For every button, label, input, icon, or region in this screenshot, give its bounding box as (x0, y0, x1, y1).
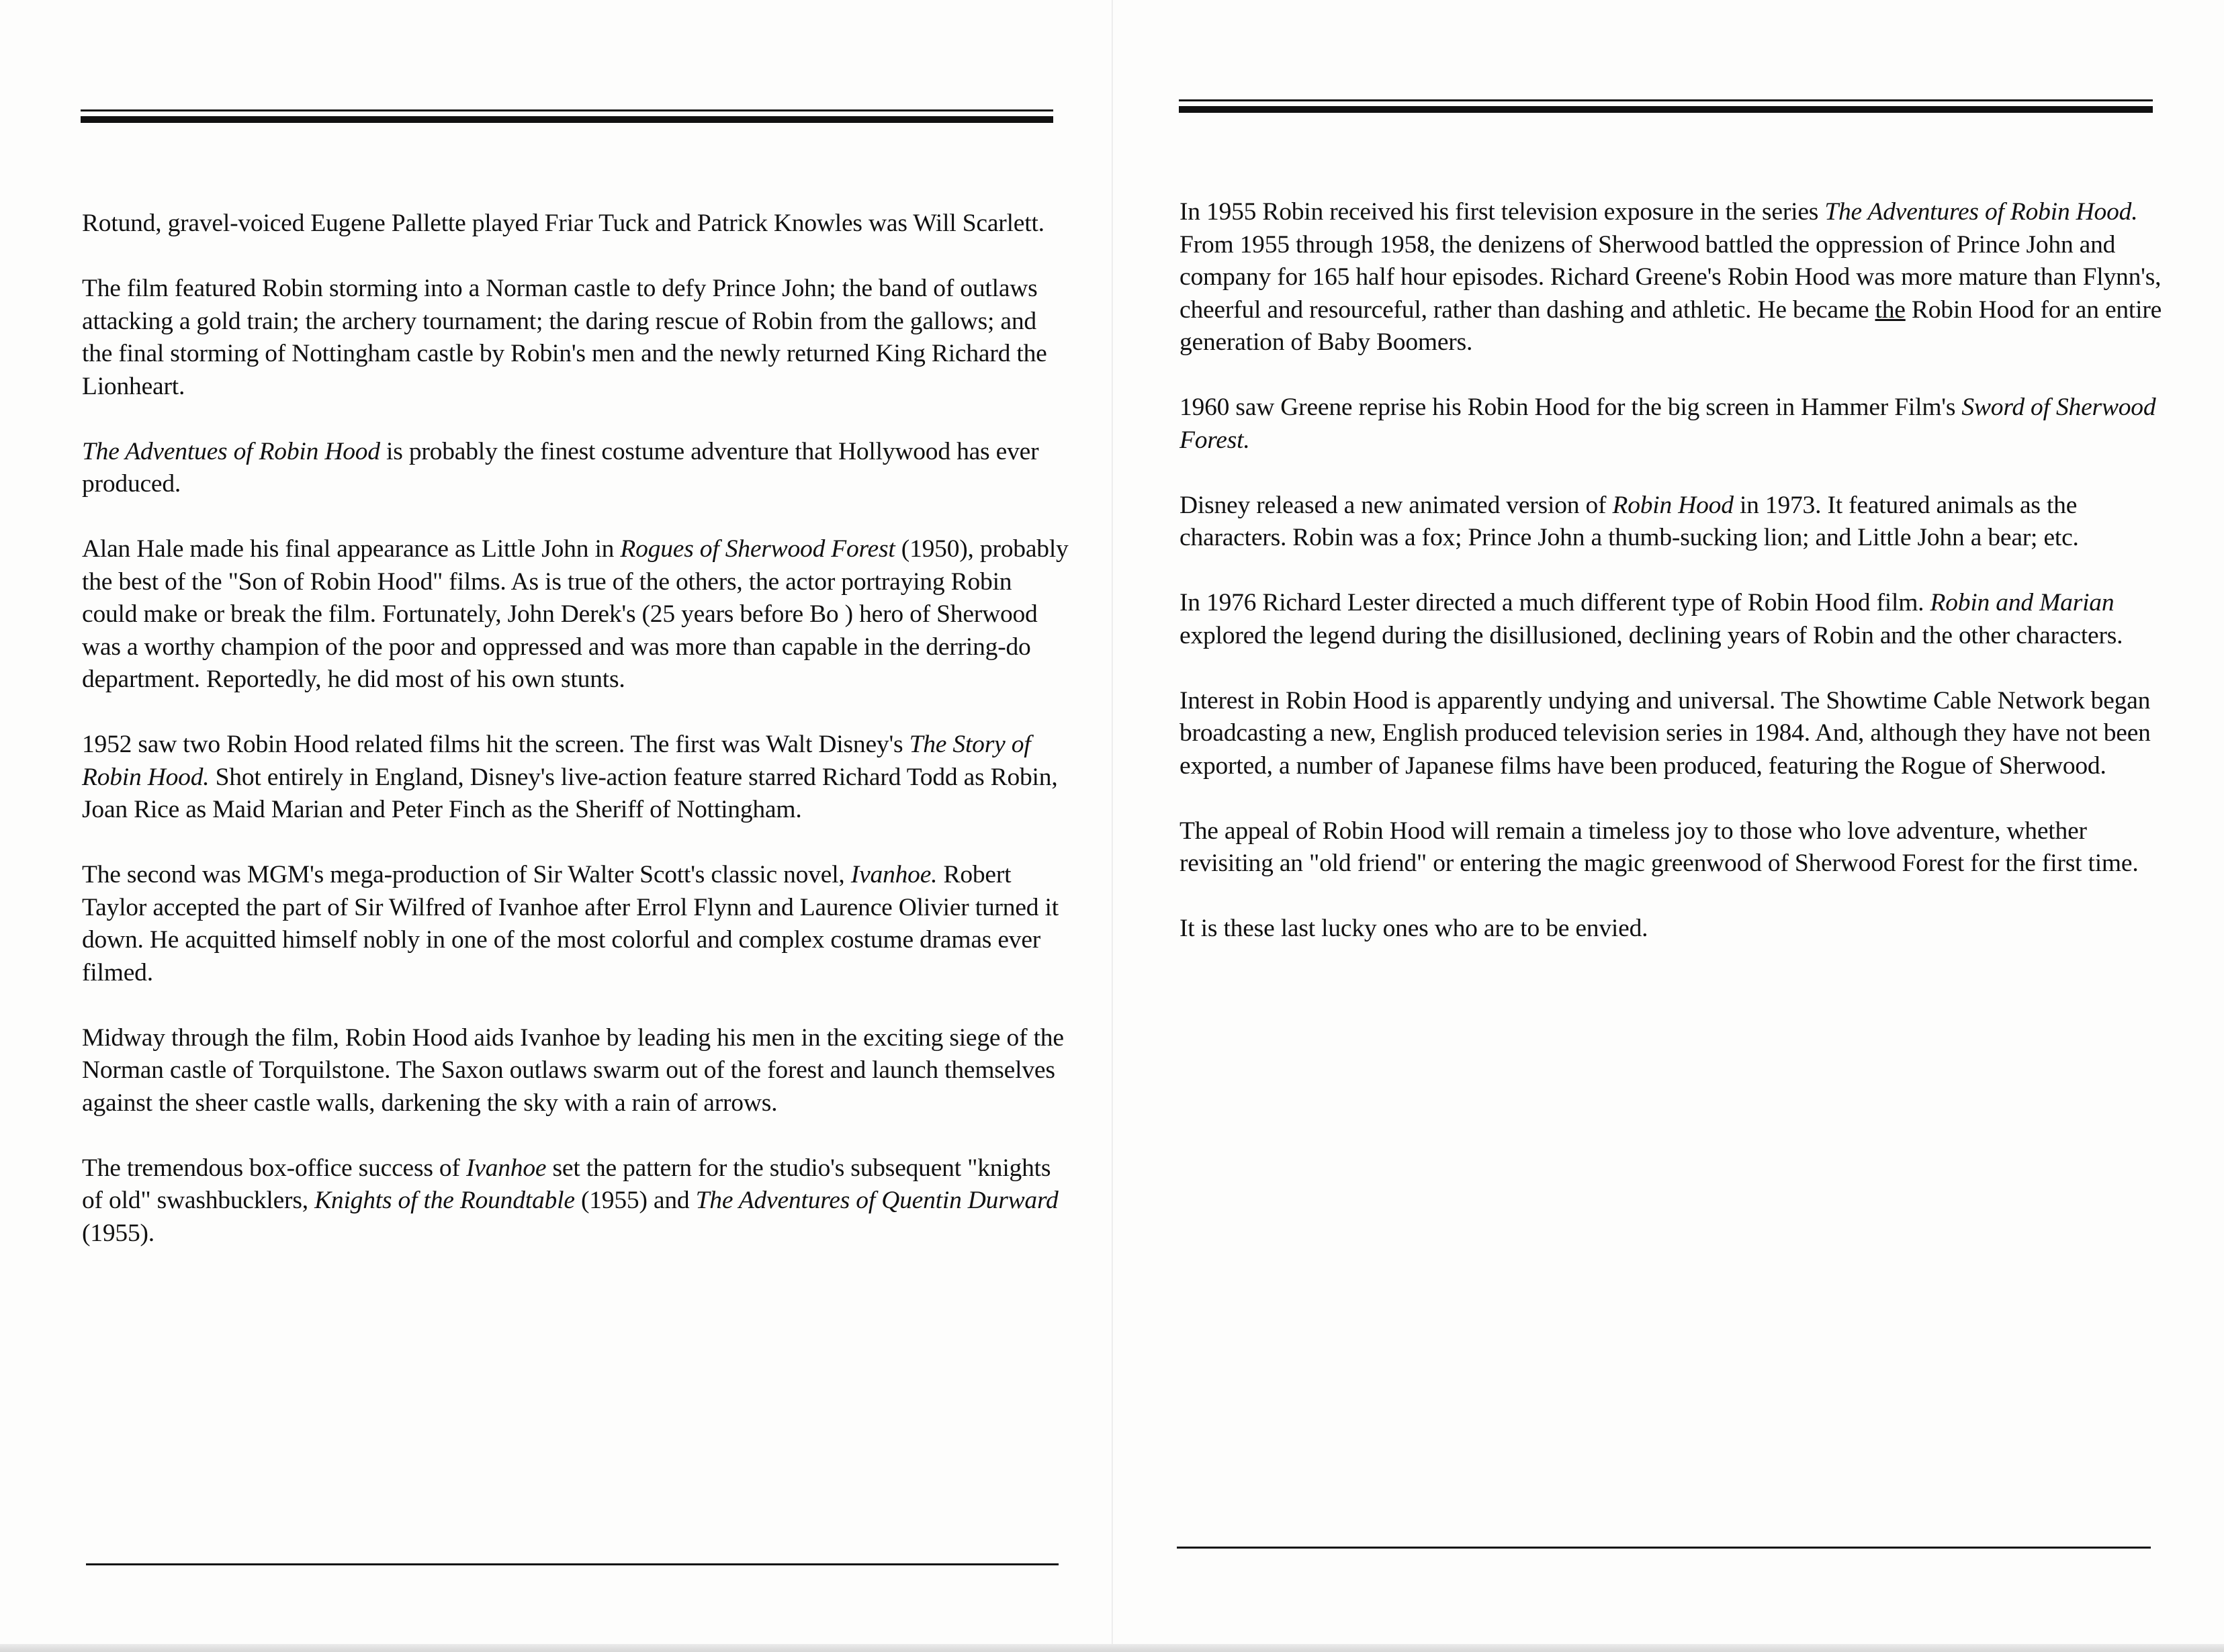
right-paragraph (1180, 587, 2167, 652)
right-bottom-rule (1177, 1547, 2151, 1549)
right-top-thick-rule (1179, 106, 2153, 113)
body-text: The second was MGM's mega-production of Sir Walter Scott's classic novel, (82, 861, 851, 888)
left-paragraph (82, 273, 1069, 403)
italic-title-text: Robin Hood (1612, 491, 1734, 519)
right-page-body (1180, 196, 2167, 978)
right-paragraph (1180, 913, 2167, 946)
left-paragraph (82, 208, 1069, 240)
body-text: Rotund, gravel-voiced Eugene Pallette played Friar Tuck and Patrick Knowles was Will Scarlett. (82, 210, 1044, 237)
body-text: 1960 saw Greene reprise his Robin Hood for the big screen in Hammer Film's (1180, 394, 1962, 421)
underlined-text: the (1875, 295, 1906, 324)
right-paragraph (1180, 815, 2167, 880)
right-paragraph (1180, 392, 2167, 457)
right-paragraph (1180, 490, 2167, 555)
body-text: Shot entirely in England, Disney's live-action feature starred Richard Todd as Robin, Joan Rice as Maid Marian and Peter Finch as the Sheriff of Nottingham. (82, 763, 1058, 823)
body-text: It is these last lucky ones who are to be envied. (1180, 915, 1648, 942)
left-page-body (82, 208, 1069, 1283)
body-text: (1950), probably the best of the "Son of Robin Hood" films. As is true of the others, the actor portraying Robin could make or break the film. Fortunately, John Derek's (25 years before Bo ) hero of Sherwood was a worthy champion of the poor and oppressed and was more than capable in the derring-do department. Reportedly, he did most of his own stunts. (82, 535, 1069, 693)
body-text: The appeal of Robin Hood will remain a timeless joy to those who love adventure, whether revisiting an "old friend" or entering the magic greenwood of Sherwood Forest for the first time. (1180, 817, 2139, 877)
body-text: From 1955 through 1958, the denizens of Sherwood battled the oppression of Prince John and company for 165 half hour episodes. Richard Greene's Robin Hood was more mature than Flynn's, cheerful and resourceful, rather than dashing and athletic. He became (1180, 230, 2162, 324)
italic-title-text: Sword of Sherwood Forest. (1180, 394, 2156, 454)
left-paragraph (82, 533, 1069, 696)
italic-title-text: Knights of the Roundtable (314, 1187, 575, 1214)
body-text: (1955) and (574, 1187, 696, 1214)
body-text: In 1955 Robin received his first television exposure in the series (1180, 198, 1825, 226)
body-text: 1952 saw two Robin Hood related films hit the screen. The first was Walt Disney's (82, 731, 909, 758)
scan-bottom-edge (0, 1644, 2224, 1652)
left-paragraph (82, 436, 1069, 501)
italic-title-text: The Adventures of Quentin Durward (695, 1187, 1059, 1214)
body-text: explored the legend during the disillusioned, declining years of Robin and the other characters. (1180, 621, 2123, 649)
body-text: Robert Taylor accepted the part of Sir Wilfred of Ivanhoe after Errol Flynn and Laurence Olivier turned it down. He acquitted himself nobly in one of the most colorful and complex costume dramas ever filmed. (82, 861, 1059, 986)
body-text: is probably the finest costume adventure that Hollywood has ever produced. (82, 437, 1039, 498)
body-text: in 1973. It featured animals as the characters. Robin was a fox; Prince John a thumb-sucking lion; and Little John a bear; etc. (1180, 491, 2079, 551)
body-text: Interest in Robin Hood is apparently undying and universal. The Showtime Cable Network began broadcasting a new, English produced television series in 1984. And, although they have not been exported, a number of Japanese films have been produced, featuring the Rogue of Sherwood. (1180, 686, 2151, 780)
left-top-thick-rule (81, 116, 1053, 123)
body-text: (1955). (82, 1219, 154, 1247)
body-text: Midway through the film, Robin Hood aids Ivanhoe by leading his men in the exciting siege of the Norman castle of Torquilstone. The Saxon outlaws swarm out of the forest and launch themselves against the sheer castle walls, darkening the sky with a rain of arrows. (82, 1023, 1064, 1117)
body-text: Alan Hale made his final appearance as Little John in (82, 535, 621, 563)
left-paragraph (82, 729, 1069, 827)
left-paragraph (82, 1022, 1069, 1120)
left-top-thin-rule (81, 109, 1053, 111)
body-text: The tremendous box-office success of (82, 1154, 466, 1182)
left-bottom-rule (86, 1563, 1059, 1565)
italic-title-text: The Adventures of Robin Hood. (1824, 198, 2138, 226)
italic-title-text: Ivanhoe (465, 1154, 547, 1182)
body-text: set the pattern for the studio's subsequent "knights of old" swashbucklers, (82, 1154, 1051, 1214)
body-text: Robin Hood for an entire generation of Baby Boomers. (1180, 295, 2162, 356)
italic-title-text: The Adventues of Robin Hood (82, 437, 380, 465)
body-text: Disney released a new animated version of (1180, 491, 1613, 519)
left-paragraph (82, 1152, 1069, 1250)
body-text: In 1976 Richard Lester directed a much different type of Robin Hood film. (1180, 589, 1930, 616)
right-page (1112, 0, 2224, 1652)
italic-title-text: Robin and Marian (1930, 589, 2115, 616)
italic-title-text: The Story of Robin Hood. (82, 731, 1031, 791)
italic-title-text: Ivanhoe. (850, 861, 938, 888)
right-paragraph (1180, 196, 2167, 359)
right-paragraph (1180, 685, 2167, 783)
left-paragraph (82, 859, 1069, 989)
right-top-thin-rule (1179, 99, 2153, 101)
italic-title-text: Rogues of Sherwood Forest (620, 535, 895, 563)
body-text: The film featured Robin storming into a Norman castle to defy Prince John; the band of outlaws attacking a gold train; the archery tournament; the daring rescue of Robin from the gallows; and the final storming of Nottingham castle by Robin's men and the newly returned King Richard the Lionheart. (82, 275, 1047, 400)
